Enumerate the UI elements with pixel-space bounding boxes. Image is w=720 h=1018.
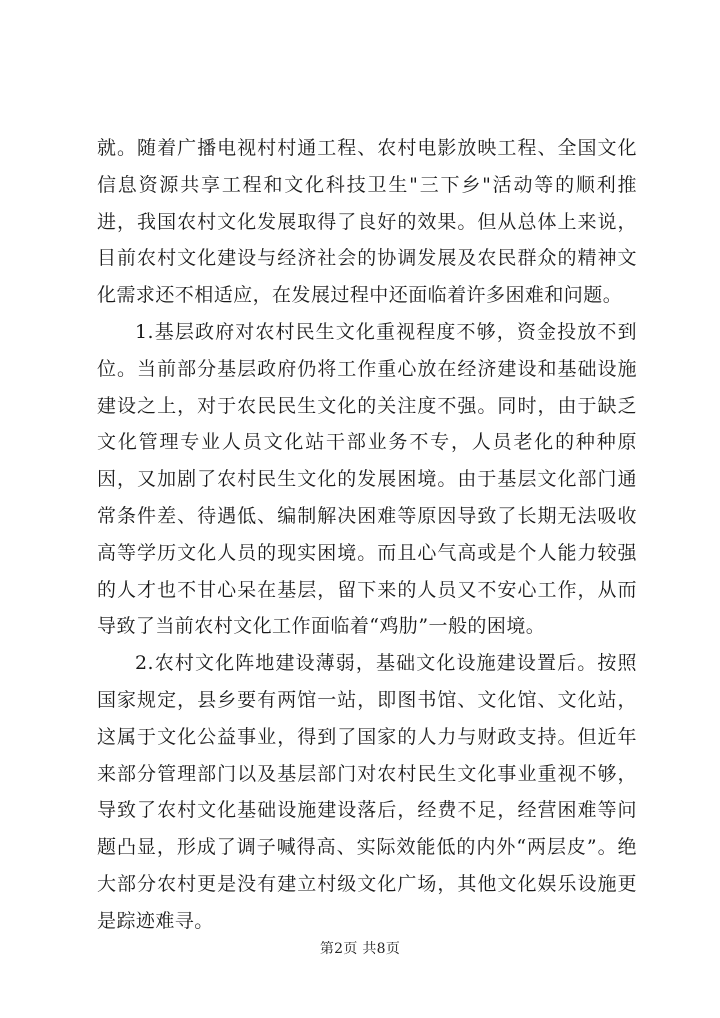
paragraph-continuation: 就。随着广播电视村村通工程、农村电影放映工程、全国文化信息资源共享工程和文化科技卫生"三下乡"活动等的顺利推进，我国农村文化发展取得了良好的效果。但从总体上来说，目前农村文化建设与经济社会的协调发展及农民群众的精神文化需求还不相适应，在发展过程中还面临着许多困难和问题。 — [97, 137, 637, 307]
paragraph-point-2: 2.农村文化阵地建设薄弱，基础文化设施建设置后。按照国家规定，县乡要有两馆一站，即图书馆、文化馆、文化站，这属于文化公益事业，得到了国家的人力与财政支持。但近年来部分管理部门以及基层部门对农村民生文化事业重视不够，导致了农村文化基础设施建设落后，经费不足，经营困难等问题凸显，形成了调子喊得高、实际效能低的内外“两层皮”。绝大部分农村更是没有建立村级文化广场，其他文化娱乐设施更是踪迹难寻。 — [97, 652, 637, 932]
document-body — [97, 130, 637, 940]
page-number-footer: 第2页 共8页 — [319, 941, 401, 957]
paragraph-point-1: 1.基层政府对农村民生文化重视程度不够，资金投放不到位。当前部分基层政府仍将工作重心放在经济建设和基础设施建设之上，对于农民民生文化的关注度不强。同时，由于缺乏文化管理专业人员文化站干部业务不专，人员老化的种种原因，又加剧了农村民生文化的发展困境。由于基层文化部门通常条件差、待遇低、编制解决困难等原因导致了长期无法吸收高等学历文化人员的现实困境。而且心气高或是个人能力较强的人才也不甘心呆在基层，留下来的人员又不安心工作，从而导致了当前农村文化工作面临着“鸡肋”一般的困境。 — [97, 320, 637, 638]
